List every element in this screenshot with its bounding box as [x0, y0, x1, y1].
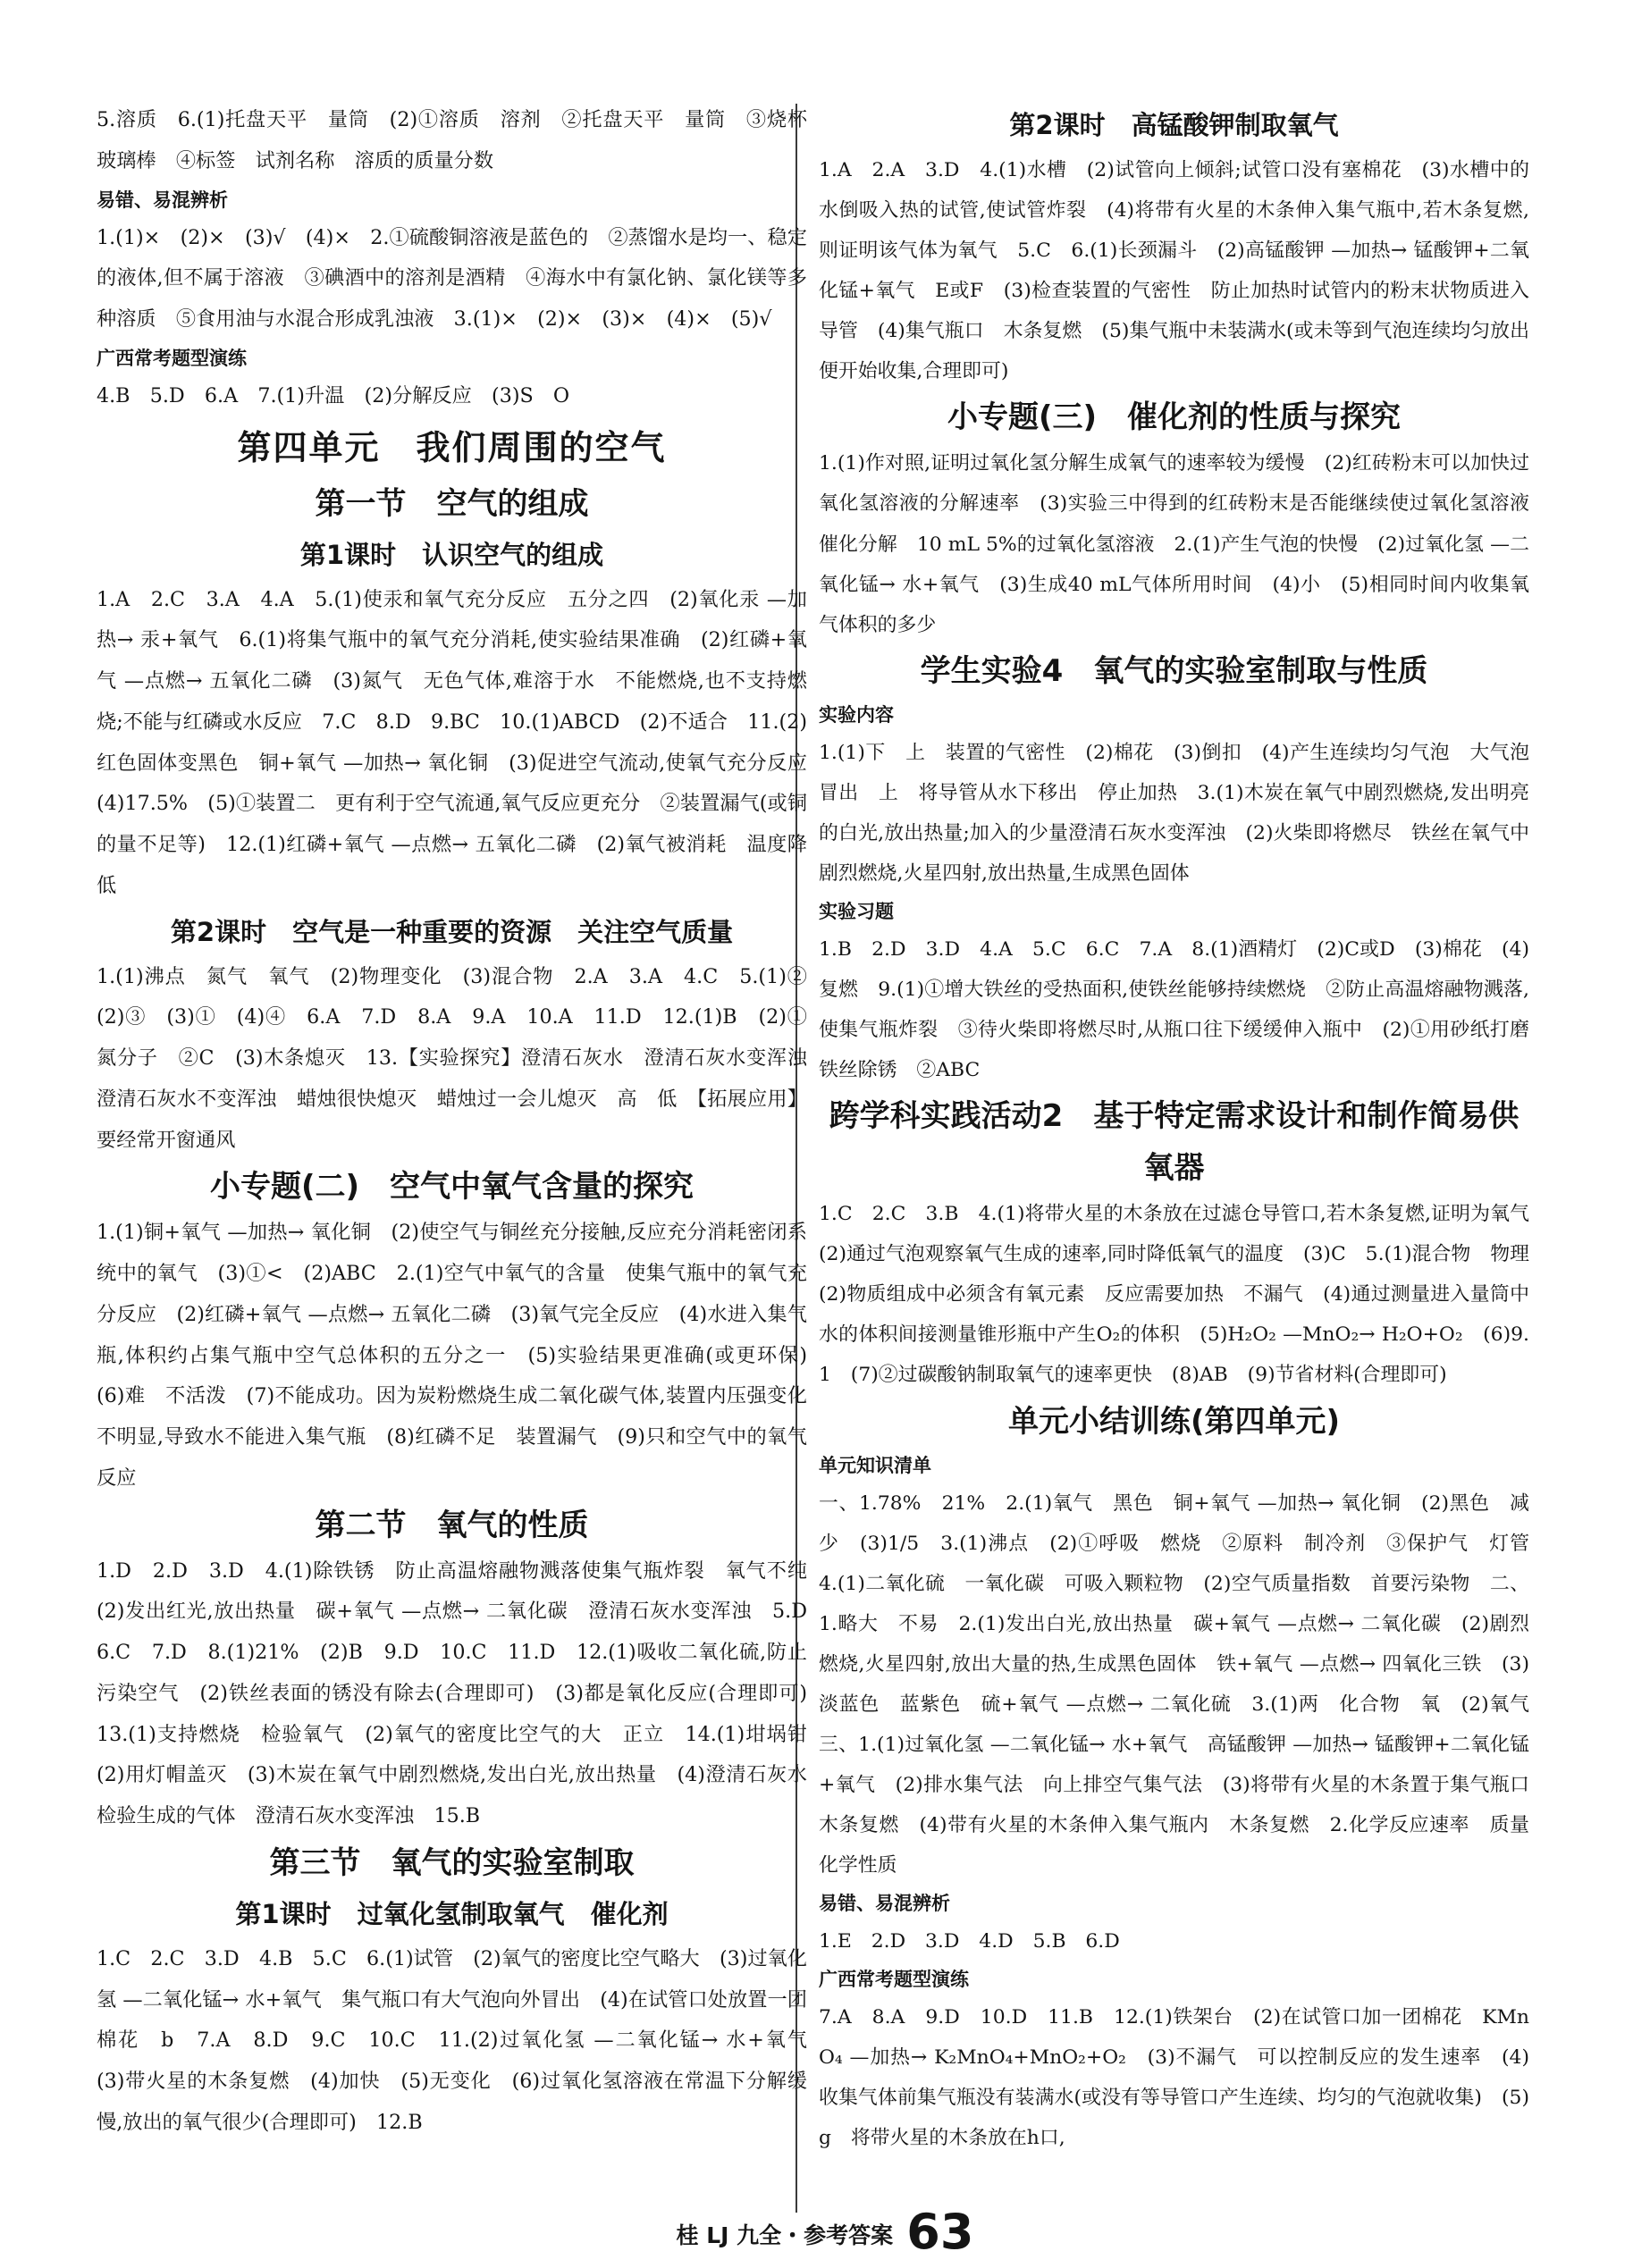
answer-paragraph: 1.C 2.C 3.B 4.(1)将带火星的木条放在过滤仓导管口,若木条复燃,证明为氧气 (2)通过气泡观察氧气生成的速率,同时降低氧气的温度 (3)C 5.(1)混合物 物理 (2)物质组成中必须含有氧元素 反应需要加热 不漏气 (4)通过测量进入量筒中水的体积间接测量锥形瓶中产生O₂的体积 (5)H₂O₂ —MnO₂→ H₂O+O₂ (6)9.1 (7)②过碳酸钠制取氧气的速率更快 (8)AB (9)节省材料(合理即可) — [819, 1203, 1549, 1387]
page-number: 63 — [906, 2204, 974, 2260]
answer-column-left — [97, 100, 828, 2144]
section-heading: 第二节 氧气的性质 — [315, 1507, 589, 1543]
answer-paragraph: 1.(1)铜+氧气 —加热→ 氧化铜 (2)使空气与铜丝充分接触,反应充分消耗密闭系统中的氧气 (3)①< (2)ABC 2.(1)空气中氧气的含量 使集气瓶中的氧气充分反应 (2)红磷+氧气 —点燃→ 五氧化二磷 (3)氧气完全反应 (4)水进入集气瓶,体积约占集气瓶中空气总体积的五分之一 (5)实验结果更准确(或更环保) (6)难 不活泼 (7)不能成功。因为炭粉燃烧生成二氧化碳气体,装置内压强变化不明显,导致水不能进入集气瓶 (8)红磷不足 装置漏气 (9)只和空气中的氧气反应 — [97, 1221, 828, 1490]
footer-label: 桂 LJ 九全・参考答案 — [676, 2222, 894, 2248]
answer-paragraph: 1.D 2.D 3.D 4.(1)除铁锈 防止高温熔融物溅落使集气瓶炸裂 氧气不纯 (2)发出红光,放出热量 碳+氧气 —点燃→ 二氧化碳 澄清石灰水变浑浊 5.D 6.C 7.D 8.(1)21% (2)B 9.D 10.C 11.D 12.(1)吸收二氧化硫,防止污染空气 (2)铁丝表面的锈没有除去(合理即可) (3)都是氧化反应(合理即可) 13.(1)支持燃烧 检验氧气 (2)氧气的密度比空气的大 正立 14.(1)坩埚钳 (2)用灯帽盖灭 (3)木炭在氧气中剧烈燃烧,发出白光,放出热量 (4)澄清石灰水 检验生成的气体 澄清石灰水变浑浊 15.B — [97, 1558, 828, 1827]
page-footer — [0, 2204, 1650, 2260]
section-heading: 第一节 空气的组成 — [315, 485, 589, 522]
section-heading: 第三节 氧气的实验室制取 — [269, 1844, 635, 1881]
section-heading: 小专题(三) 催化剂的性质与探究 — [947, 399, 1402, 436]
lesson-heading: 第1课时 过氧化氢制取氧气 催化剂 — [235, 1898, 669, 1929]
answer-paragraph: 1.(1)沸点 氮气 氧气 (2)物理变化 (3)混合物 2.A 3.A 4.C 5.(1)② (2)③ (3)① (4)④ 6.A 7.D 8.A 9.A 10.A 11.D 12.(1)B (2)①氮分子 ②C (3)木条熄灭 13.【实验探究】澄清石灰水 澄清石灰水变浑浊 澄清石灰水不变浑浊 蜡烛很快熄灭 蜡烛过一会儿熄灭 高 低 【拓展应用】要经常开窗通风 — [97, 964, 828, 1152]
subsection-label: 易错、易混辨析 — [97, 189, 228, 211]
answer-paragraph: 4.B 5.D 6.A 7.(1)升温 (2)分解反应 (3)S O — [97, 383, 570, 407]
answer-paragraph: 1.(1)下 上 装置的气密性 (2)棉花 (3)倒扣 (4)产生连续均匀气泡 大气泡冒出 上 将导管从水下移出 停止加热 3.(1)木炭在氧气中剧烈燃烧,发出明亮的白光,放出热量;加入的少量澄清石灰水变浑浊 (2)火柴即将燃尽 铁丝在氧气中剧烈燃烧,火星四射,放出热量,生成黑色固体 — [819, 741, 1529, 885]
answer-paragraph: 1.(1)× (2)× (3)√ (4)× 2.①硫酸铜溶液是蓝色的 ②蒸馏水是均一、稳定的液体,但不属于溶液 ③碘酒中的溶剂是酒精 ④海水中有氯化钠、氯化镁等多种溶质 ⑤食用油与水混合形成乳浊液 3.(1)× (2)× (3)× (4)× (5)√ — [97, 225, 807, 331]
section-heading: 跨学科实践活动2 基于特定需求设计和制作简易供氧器 — [829, 1098, 1520, 1187]
answer-paragraph: 1.C 2.C 3.D 4.B 5.C 6.(1)试管 (2)氧气的密度比空气略大 (3)过氧化氢 —二氧化锰→ 水+氧气 集气瓶口有大气泡向外冒出 (4)在试管口处放置一团棉花 b 7.A 8.D 9.C 10.C 11.(2)过氧化氢 —二氧化锰→ 水+氧气 (3)带火星的木条复燃 (4)加快 (5)无变化 (6)过氧化氢溶液在常温下分解缓慢,放出的氧气很少(合理即可) 12.B — [97, 1946, 828, 2134]
section-heading: 学生实验4 氧气的实验室制取与性质 — [920, 652, 1428, 689]
subsection-label: 实验内容 — [819, 703, 894, 726]
lesson-heading: 第2课时 高锰酸钾制取氧气 — [1009, 110, 1339, 140]
answer-paragraph: 7.A 8.A 9.D 10.D 11.B 12.(1)铁架台 (2)在试管口加一团棉花 KMnO₄ —加热→ K₂MnO₄+MnO₂+O₂ (3)不漏气 可以控制反应的发生速率 (4)收集气体前集气瓶没有装满水(或没有等导管口产生连续、均匀的气泡就收集) (5)g 将带火星的木条放在h口, — [819, 2006, 1529, 2150]
lesson-heading: 第1课时 认识空气的组成 — [299, 539, 604, 570]
answer-column-right — [819, 100, 1549, 2158]
answer-paragraph: 一、1.78% 21% 2.(1)氧气 黑色 铜+氧气 —加热→ 氧化铜 (2)黑色 减少 (3)1/5 3.(1)沸点 (2)①呼吸 燃烧 ②原料 制冷剂 ③保护气 灯管 4.(1)二氧化硫 一氧化碳 可吸入颗粒物 (2)空气质量指数 首要污染物 二、1.略大 不易 2.(1)发出白光,放出热量 碳+氧气 —点燃→ 二氧化碳 (2)剧烈燃烧,火星四射,放出大量的热,生成黑色固体 铁+氧气 —点燃→ 四氧化三铁 (3)淡蓝色 蓝紫色 硫+氧气 —点燃→ 二氧化硫 3.(1)两 化合物 氧 (2)氧气 三、1.(1)过氧化氢 —二氧化锰→ 水+氧气 高锰酸钾 —加热→ 锰酸钾+二氧化锰+氧气 (2)排水集气法 向上排空气集气法 (3)将带有火星的木条置于集气瓶口 木条复燃 (4)带有火星的木条伸入集气瓶内 木条复燃 2.化学反应速率 质量 化学性质 — [819, 1491, 1549, 1877]
answer-paragraph: 1.(1)作对照,证明过氧化氢分解生成氧气的速率较为缓慢 (2)红砖粉末可以加快过氧化氢溶液的分解速率 (3)实验三中得到的红砖粉末是否能继续使过氧化氢溶液催化分解 10 mL 5%的过氧化氢溶液 2.(1)产生气泡的快慢 (2)过氧化氢 —二氧化锰→ 水+氧气 (3)生成40 mL气体所用时间 (4)小 (5)相同时间内收集氧气体积的多少 — [819, 452, 1529, 636]
subsection-label: 单元知识清单 — [819, 1454, 931, 1476]
subsection-label: 广西常考题型演练 — [97, 347, 247, 369]
lesson-heading: 第2课时 空气是一种重要的资源 关注空气质量 — [170, 916, 734, 947]
unit-heading: 第四单元 我们周围的空气 — [237, 427, 667, 467]
subsection-label: 广西常考题型演练 — [819, 1969, 969, 1991]
answer-paragraph: 1.A 2.A 3.D 4.(1)水槽 (2)试管向上倾斜;试管口没有塞棉花 (3)水槽中的水倒吸入热的试管,使试管炸裂 (4)将带有火星的木条伸入集气瓶中,若木条复燃,则证明该气体为氧气 5.C 6.(1)长颈漏斗 (2)高锰酸钾 —加热→ 锰酸钾+二氧化锰+氧气 E或F (3)检查装置的气密性 防止加热时试管内的粉末状物质进入导管 (4)集气瓶口 木条复燃 (5)集气瓶中未装满水(或未等到气泡连续均匀放出便开始收集,合理即可) — [819, 159, 1529, 383]
answer-paragraph: 1.B 2.D 3.D 4.A 5.C 6.C 7.A 8.(1)酒精灯 (2)C或D (3)棉花 (4)复燃 9.(1)①增大铁丝的受热面积,使铁丝能够持续燃烧 ②防止高温熔融物溅落,使集气瓶炸裂 ③待火柴即将燃尽时,从瓶口往下缓缓伸入瓶中 (2)①用砂纸打磨铁丝除锈 ②ABC — [819, 937, 1529, 1082]
section-heading: 小专题(二) 空气中氧气含量的探究 — [209, 1169, 695, 1205]
subsection-label: 实验习题 — [819, 900, 894, 922]
subsection-label: 易错、易混辨析 — [819, 1893, 950, 1915]
answer-paragraph: 1.E 2.D 3.D 4.D 5.B 6.D — [819, 1930, 1120, 1953]
section-heading: 单元小结训练(第四单元) — [1007, 1403, 1341, 1440]
answer-paragraph: 5.溶质 6.(1)托盘天平 量筒 (2)①溶质 溶剂 ②托盘天平 量筒 ③烧杯 玻璃棒 ④标签 试剂名称 溶质的质量分数 — [97, 108, 828, 172]
answer-paragraph: 1.A 2.C 3.A 4.A 5.(1)使汞和氧气充分反应 五分之四 (2)氧化汞 —加热→ 汞+氧气 6.(1)将集气瓶中的氧气充分消耗,使实验结果准确 (2)红磷+氧气 —点燃→ 五氧化二磷 (3)氮气 无色气体,难溶于水 不能燃烧,也不支持燃烧;不能与红磷或水反应 7.C 8.D 9.BC 10.(1)ABCD (2)不适合 11.(2)红色固体变黑色 铜+氧气 —加热→ 氧化铜 (3)促进空气流动,使氧气充分反应 (4)17.5% (5)①装置二 更有利于空气流通,氧气反应更充分 ②装置漏气(或铜的量不足等) 12.(1)红磷+氧气 —点燃→ 五氧化二磷 (2)氧气被消耗 温度降低 — [97, 587, 828, 897]
